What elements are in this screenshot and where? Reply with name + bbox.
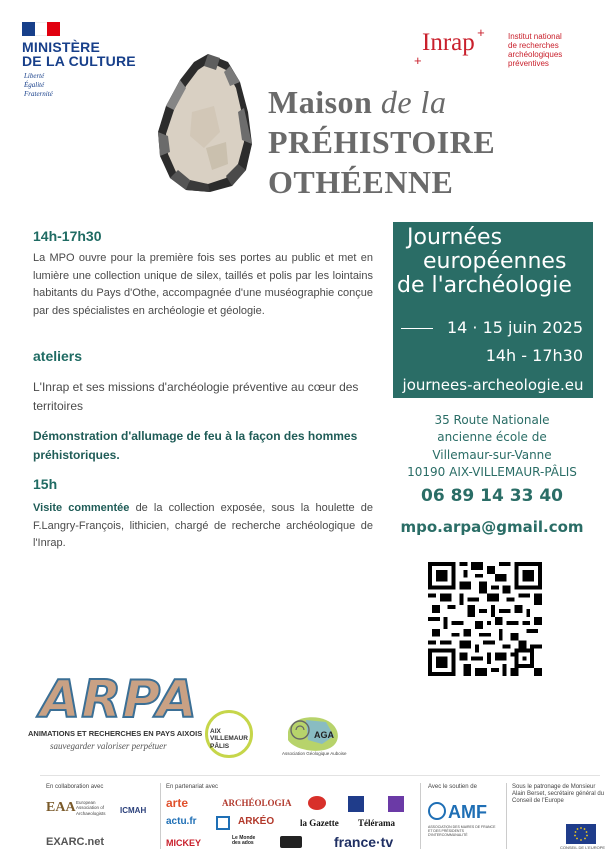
arpa-subtitle: ANIMATIONS ET RECHERCHES EN PAYS AIXOIS [28, 729, 203, 738]
visit-paragraph [33, 500, 373, 553]
arte-logo: arte [166, 796, 189, 810]
title-de-la: de la [380, 84, 447, 120]
email-link[interactable]: mpo.arpa@gmail.com [400, 518, 584, 536]
event-title-1: Journées [407, 225, 503, 250]
footer-separator [506, 783, 507, 849]
eaa-icon: EAA [46, 800, 76, 815]
media-logo-icon [216, 816, 230, 830]
inrap-plus-icon: + [414, 53, 422, 68]
magazine-logo-icon [280, 836, 302, 848]
icmah-logo: ICMAH [120, 806, 147, 815]
partner-caption: En partenariat avec [166, 784, 219, 790]
workshop-inrap: L'Inrap et ses missions d'archéologie préventive au cœur des territoires [33, 380, 359, 414]
culture-logo-icon [388, 796, 404, 812]
title-line-2: PRÉHISTOIRE [268, 124, 496, 160]
mickey-logo: MICKEY [166, 838, 202, 848]
event-title-3: de l'archéologie [397, 273, 572, 298]
aga-caption: Association Géologique Auboise [282, 751, 347, 756]
amf-emblem-icon [428, 802, 446, 820]
patronage-caption: Sous le patronage de Monsieur Alain Berset, secrétaire général du Conseil de l'Europe [512, 784, 605, 804]
visit-bold: Visite commentée [33, 502, 130, 514]
inrap-wordmark: Inrap [422, 29, 475, 56]
archeologia-logo: ARCHÉOLOGIA [222, 798, 292, 808]
monde-des-ados-logo: Le Monde des ados [232, 835, 256, 846]
flint-handaxe-icon [156, 52, 254, 194]
france-tv-logo: france·tv [334, 834, 394, 850]
aga-logo [282, 712, 344, 752]
radio-logo-icon [308, 796, 326, 810]
event-url-link[interactable]: journees-archeologie.eu [402, 376, 584, 394]
ministry-motto: Liberté Égalité Fraternité [24, 72, 53, 98]
inrap-plus-icon: + [477, 25, 485, 40]
exarc-logo: EXARC.net [46, 836, 105, 848]
footer-separator [420, 783, 421, 849]
broadcaster-logo-icon [348, 796, 364, 812]
event-hours: 14h - 17h30 [485, 346, 583, 365]
divider [401, 328, 433, 329]
title-line-1 [268, 84, 446, 121]
eu-stars-icon [566, 824, 596, 844]
eaa-logo: European Association of Archaeologists [76, 800, 106, 816]
address: 35 Route Nationale ancienne école de Villemaur-sur-Vanne 10190 AIX-VILLEMAUR-PÂLIS [407, 413, 577, 480]
inrap-logo [414, 25, 485, 68]
aga-wordmark: AGA [314, 730, 334, 740]
council-of-europe-flag-icon [566, 824, 596, 844]
phone-number[interactable]: 06 89 14 33 40 [421, 486, 563, 506]
title-line-3: OTHÉENNE [268, 164, 454, 200]
gazette-logo: la Gazette [300, 818, 339, 828]
aix-villemaur-palis-text: AIX VILLEMAUR PÂLIS [210, 728, 248, 750]
time-heading-2: 15h [33, 476, 58, 492]
amf-wordmark: AMF [448, 802, 487, 822]
actu-logo: actu.fr [166, 816, 197, 827]
collab-caption: En collaboration avec [46, 784, 104, 790]
amf-logo [428, 800, 502, 846]
event-dates: 14 · 15 juin 2025 [446, 318, 583, 337]
visit-rest: de la collection exposée, sous la houlette de F.Langry-François, lithicien, chargé de recherche archéologique de l'Inrap. [33, 502, 373, 550]
intro-paragraph: La MPO ouvre pour la première fois ses portes au public et met en lumière une collection unique de silex, taillés et polis par les lointains habitants du Pays d'Othe, accompagnée d'une muséographie conçue par des spécialistes en archéologie et géologie. [33, 252, 373, 317]
arpa-motto: sauvegarder valoriser perpétuer [50, 741, 167, 751]
inrap-description: Institut national de recherches archéologiques préventives [508, 32, 563, 68]
time-heading-1: 14h-17h30 [33, 228, 102, 244]
collab-logos [46, 798, 154, 850]
amf-subtitle: ASSOCIATION DES MAIRES DE FRANCE ET DES PRÉSIDENTS D'INTERCOMMUNALITÉ [428, 825, 496, 837]
partner-logos [166, 794, 416, 852]
arpa-logo: ARPA [40, 670, 198, 730]
telerama-logo: Télérama [358, 818, 395, 828]
support-caption: Avec le soutien de [428, 784, 477, 790]
workshop-fire: Démonstration d'allumage de feu à la façon des hommes préhistoriques. [33, 429, 358, 463]
workshops-heading: ateliers [33, 348, 83, 364]
event-box [393, 222, 593, 398]
arkeo-logo: ARKÉO [238, 816, 275, 827]
ministry-title: MINISTÈRE DE LA CULTURE [22, 39, 136, 69]
footer-divider [40, 775, 600, 776]
qr-code[interactable] [428, 562, 542, 676]
council-caption: CONSEIL DE L'EUROPE [560, 845, 606, 850]
footer-separator [160, 783, 161, 849]
event-title-2: européennes [423, 249, 567, 274]
title-maison: Maison [268, 84, 373, 120]
french-flag-logo [22, 22, 60, 36]
